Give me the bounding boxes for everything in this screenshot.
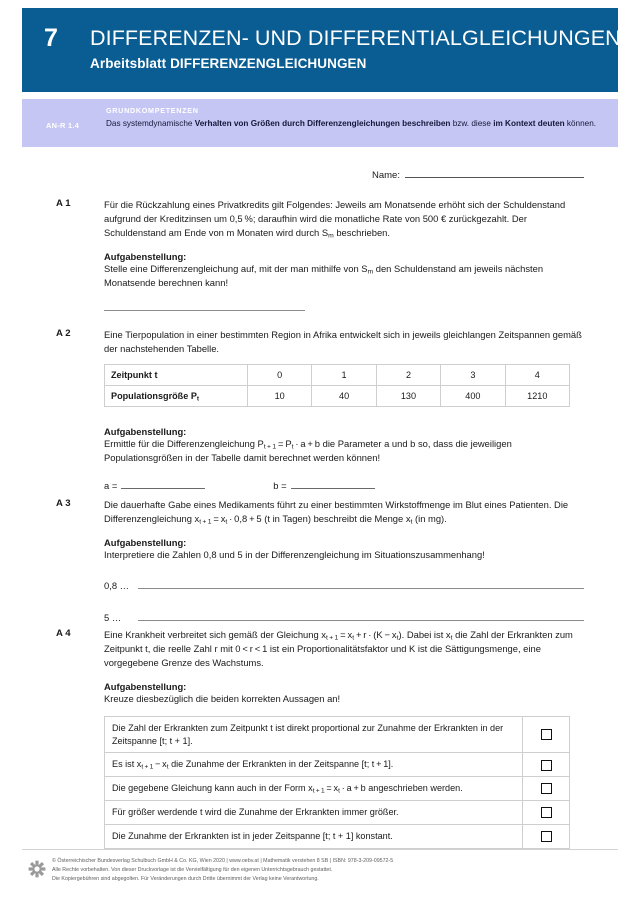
task-a1 [56, 198, 584, 311]
population-value-4: 1210 [505, 385, 569, 406]
competency-text-part3: können. [564, 119, 597, 128]
statement-checkbox-cell-2[interactable] [523, 753, 570, 777]
population-value-0: 10 [248, 385, 312, 406]
statement-checkbox-4[interactable] [541, 807, 552, 818]
population-table-rowhead-time: Zeitpunkt t [105, 364, 248, 385]
task-a3-label-1: 0,8 … [104, 579, 130, 591]
statement-row-2 [105, 753, 570, 777]
task-a4-intro: Eine Krankheit verbreitet sich gemäß der Gleichung $x_{t + 1} = x_t + r \cdot (K - x_t)$. Dabei ist $x_t$ die Zahl der Erkrankten zum Zeitpunkt t, die reelle Zahl r mit 0 < r < 1 ist ein Proportionalitätsfaktor und K ist die Sättigungsmenge, eine vorgegebene Grenze des Wachstums. [104, 629, 573, 668]
statement-row-1 [105, 716, 570, 753]
competency-description [106, 119, 608, 129]
time-value-0: 0 [248, 364, 312, 385]
footer-line-copyright: © Österreichischer Bundesverlag Schulbuch GmbH & Co. KG, Wien 2020 | www.oebv.at | Mathematik verstehen 8 SB | ISBN: 978-3-209-09572-5 [52, 858, 394, 864]
task-a1-prompt-head: Aufgabenstellung: [104, 250, 187, 262]
task-a3-id: A 3 [56, 498, 71, 509]
task-a2-label-b: b = [273, 479, 287, 491]
task-a1-answer-line[interactable] [104, 309, 305, 311]
task-a2-input-b[interactable] [291, 479, 375, 489]
time-value-3: 3 [441, 364, 505, 385]
page-footer [22, 849, 618, 884]
task-a3-input-1[interactable] [138, 578, 584, 589]
population-value-3: 400 [441, 385, 505, 406]
statement-text-1: Die Zahl der Erkrankten zum Zeitpunkt t ist direkt proportional zur Zunahme der Erkrankten in der Zeitspanne [t; t + 1]. [105, 716, 523, 753]
task-a2-input-a[interactable] [121, 479, 205, 489]
chapter-number: 7 [44, 24, 58, 52]
time-value-1: 1 [312, 364, 376, 385]
name-field[interactable] [372, 168, 584, 181]
population-table-rowhead-population: Populationsgröße $P_t$ [105, 385, 248, 406]
task-a2-label-a: a = [104, 479, 118, 491]
task-a3 [56, 498, 584, 623]
statement-row-4 [105, 801, 570, 825]
statement-text-4: Für größer werdende t wird die Zunahme der Erkrankten immer größer. [105, 801, 523, 825]
competency-text-part2: bzw. diese [450, 119, 494, 128]
task-a1-prompt: Stelle eine Differenzengleichung auf, mit der man mithilfe von $S_m$ den Schuldenstand am jeweils nächsten Monatsende berechnen kann! [104, 262, 544, 288]
competency-text-bold1: Verhalten von Größen durch Differenzengleichungen beschreiben [194, 119, 451, 128]
competency-text-bold2: im Kontext deuten [493, 119, 565, 128]
statements-table [104, 716, 570, 849]
name-input-line[interactable] [405, 168, 584, 178]
statement-checkbox-5[interactable] [541, 831, 552, 842]
task-a3-answer-row-2 [104, 610, 584, 623]
publisher-logo-icon [22, 857, 52, 879]
statement-checkbox-cell-5[interactable] [523, 825, 570, 849]
competency-text-part1: Das systemdynamische [106, 119, 195, 128]
task-a3-answer-row-1 [104, 578, 584, 591]
task-a4-id: A 4 [56, 628, 71, 639]
statement-checkbox-cell-4[interactable] [523, 801, 570, 825]
population-value-2: 130 [376, 385, 440, 406]
task-a3-prompt-head: Aufgabenstellung: [104, 536, 187, 548]
statement-text-3: Die gegebene Gleichung kann auch in der Form $x_{t + 1} = x_t \cdot a + b$ angeschrieben werden. [105, 777, 523, 801]
population-value-1: 40 [312, 385, 376, 406]
statement-checkbox-1[interactable] [541, 729, 552, 740]
task-a4-prompt: Kreuze diesbezüglich die beiden korrekten Aussagen an! [104, 692, 341, 704]
statement-text-5: Die Zunahme der Erkrankten ist in jeder Zeitspanne [t; t + 1] konstant. [105, 825, 523, 849]
time-value-4: 4 [505, 364, 569, 385]
statement-checkbox-2[interactable] [541, 760, 552, 771]
task-a3-label-2: 5 … [104, 611, 122, 623]
statement-text-2: Es ist $x_{t + 1} - x_t$ die Zunahme der Erkrankten in der Zeitspanne [t; t + 1]. [105, 753, 523, 777]
task-a2-intro: Eine Tierpopulation in einer bestimmten Region in Afrika entwickelt sich in jeweils gleichlangen Zeitspannen gemäß der nachstehenden Tabelle. [104, 329, 582, 354]
page-title: DIFFERENZEN- UND DIFFERENTIALGLEICHUNGEN [90, 26, 621, 50]
worksheet-subtitle-prefix: Arbeitsblatt [90, 55, 171, 71]
worksheet-subtitle-topic: DIFFERENZENGLEICHUNGEN [170, 55, 367, 71]
task-a3-input-2[interactable] [138, 610, 584, 621]
statement-checkbox-3[interactable] [541, 783, 552, 794]
task-a3-intro: Die dauerhafte Gabe eines Medikaments führt zu einer bestimmten Wirkstoffmenge im Blut eines Patienten. Die Differenzengleichung $x_{t + 1} = x_t \cdot 0,8 + 5$ (t in Tagen) beschreibt die Menge $x_t$ (in mg). [104, 499, 569, 526]
task-a3-prompt: Interpretiere die Zahlen 0,8 und 5 in der Differenzengleichung im Situationszusammenhang! [104, 548, 485, 560]
task-a2-answer-b[interactable] [273, 479, 374, 491]
task-a2-id: A 2 [56, 328, 71, 339]
statement-checkbox-cell-3[interactable] [523, 777, 570, 801]
footer-text-block [52, 857, 393, 884]
competency-band [22, 99, 618, 147]
task-a2-prompt-head: Aufgabenstellung: [104, 425, 187, 437]
statement-row-5 [105, 825, 570, 849]
name-label: Name: [372, 170, 400, 181]
table-row-time [105, 364, 570, 385]
table-row-population [105, 385, 570, 406]
statement-row-3 [105, 777, 570, 801]
task-a4-prompt-head: Aufgabenstellung: [104, 680, 187, 692]
task-a1-intro: Für die Rückzahlung eines Privatkredits gilt Folgendes: Jeweils am Monatsende erhöht sich der Schuldenstand aufgrund der Kreditzinsen um 0,5 %; daraufhin wird die monatliche Rate von 500 € zurückgezahlt. Der Schuldenstand am Ende von m Monaten wird durch $S_m$ beschrieben. [104, 199, 566, 240]
statement-checkbox-cell-1[interactable] [523, 716, 570, 753]
task-a2 [56, 328, 584, 491]
time-value-2: 2 [376, 364, 440, 385]
task-a2-answer-row [104, 479, 584, 491]
population-table [104, 364, 570, 407]
task-a2-prompt: Ermittle für die Differenzengleichung $P_{t + 1} = P_t \cdot a + b$ die Parameter a und b so, dass die jeweiligen Populationsgrößen in der Tabelle damit berechnet werden können! [104, 437, 512, 463]
footer-line-rights: Alle Rechte vorbehalten. Von dieser Druckvorlage ist die Vervielfältigung für den eigenen Unterrichtsgebrauch gestattet. [52, 867, 333, 874]
competency-label: GRUNDKOMPETENZEN [106, 106, 199, 115]
task-a2-answer-a[interactable] [104, 479, 205, 491]
competency-code: AN-R 1.4 [46, 121, 80, 130]
worksheet-subtitle [90, 56, 621, 71]
task-a4 [56, 628, 584, 849]
footer-line-fees: Die Kopiergebühren sind abgegolten. Für Veränderungen durch Dritte übernimmt der Verlag keine Verantwortung. [52, 876, 319, 883]
page-header-band [22, 8, 621, 92]
task-a1-id: A 1 [56, 198, 71, 209]
